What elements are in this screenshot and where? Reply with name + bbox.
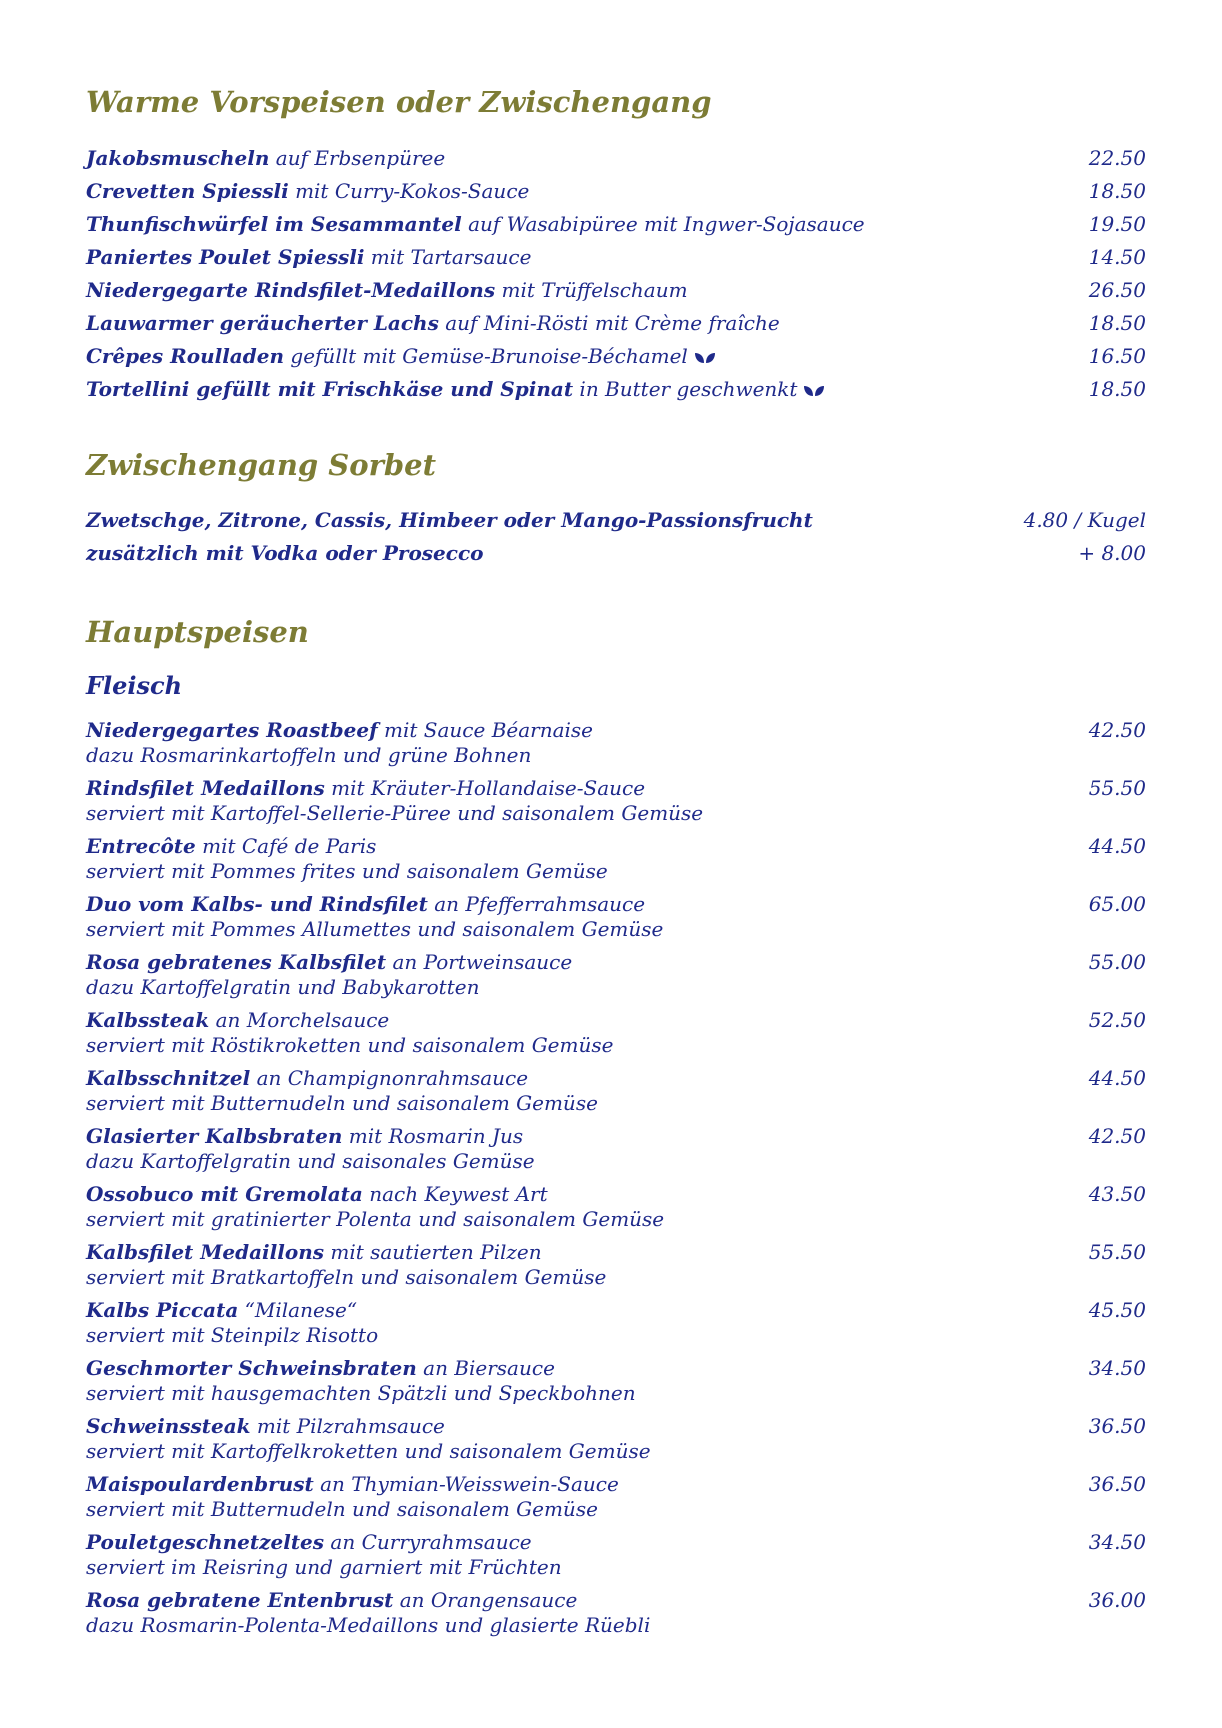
menu-item: Ossobuco mit Gremolata nach Keywest Art serviert mit gratinierter Polenta und saisonalem Gemüse 43.50 bbox=[86, 1182, 1146, 1231]
menu-item: Kalbs Piccata “Milanese“ serviert mit Steinpilz Risotto 45.50 bbox=[86, 1298, 1146, 1347]
menu-item: Duo vom Kalbs- und Rindsfilet an Pfefferrahmsauce serviert mit Pommes Allumettes und saisonalem Gemüse 65.00 bbox=[86, 892, 1146, 941]
price: 22.50 bbox=[1088, 146, 1146, 170]
vegetarian-leaf-icon bbox=[803, 384, 825, 398]
menu-item: Tortellini gefüllt mit Frischkäse und Spinat in Butter geschwenkt 18.50 bbox=[86, 377, 1146, 401]
menu-item: Glasierter Kalbsbraten mit Rosmarin Jus dazu Kartoffelgratin und saisonales Gemüse 42.50 bbox=[86, 1124, 1146, 1173]
menu-item: Pouletgeschnetzeltes an Curryrahmsauce serviert im Reisring und garniert mit Früchten 34.50 bbox=[86, 1530, 1146, 1579]
price: 34.50 bbox=[1088, 1530, 1146, 1554]
section-title-sorbet: Zwischengang Sorbet bbox=[86, 448, 436, 482]
price: 42.50 bbox=[1088, 1124, 1146, 1148]
menu-item: Kalbssteak an Morchelsauce serviert mit Röstikroketten und saisonalem Gemüse 52.50 bbox=[86, 1008, 1146, 1057]
menu-item: Schweinssteak mit Pilzrahmsauce serviert mit Kartoffelkroketten und saisonalem Gemüse 36.50 bbox=[86, 1414, 1146, 1463]
menu-item: Zwetschge, Zitrone, Cassis, Himbeer oder Mango-Passionsfrucht 4.80 / Kugel bbox=[86, 508, 1146, 532]
price: 44.50 bbox=[1088, 834, 1146, 858]
menu-item: Thunfischwürfel im Sesammantel auf Wasabipüree mit Ingwer-Sojasauce 19.50 bbox=[86, 212, 1146, 236]
menu-item: Paniertes Poulet Spiessli mit Tartarsauce 14.50 bbox=[86, 245, 1146, 269]
price: 34.50 bbox=[1088, 1356, 1146, 1380]
price: 19.50 bbox=[1088, 212, 1146, 236]
price: 43.50 bbox=[1088, 1182, 1146, 1206]
price: 44.50 bbox=[1088, 1066, 1146, 1090]
subsection-title-fleisch: Fleisch bbox=[86, 671, 183, 700]
menu-item: zusätzlich mit Vodka oder Prosecco + 8.00 bbox=[86, 541, 1146, 565]
menu-item: Geschmorter Schweinsbraten an Biersauce serviert mit hausgemachten Spätzli und Speckbohnen 34.50 bbox=[86, 1356, 1146, 1405]
price: 36.00 bbox=[1088, 1588, 1146, 1612]
vegetarian-leaf-icon bbox=[694, 351, 716, 365]
price: 18.50 bbox=[1088, 179, 1146, 203]
menu-item: Niedergegarte Rindsfilet-Medaillons mit Trüffelschaum 26.50 bbox=[86, 278, 1146, 302]
price: 16.50 bbox=[1088, 344, 1146, 368]
price: 42.50 bbox=[1088, 718, 1146, 742]
price: 18.50 bbox=[1088, 311, 1146, 335]
menu-item: Kalbsfilet Medaillons mit sautierten Pilzen serviert mit Bratkartoffeln und saisonalem Gemüse 55.50 bbox=[86, 1240, 1146, 1289]
price: 18.50 bbox=[1088, 377, 1146, 401]
menu-item: Kalbsschnitzel an Champignonrahmsauce serviert mit Butternudeln und saisonalem Gemüse 44.50 bbox=[86, 1066, 1146, 1115]
menu-item: Crevetten Spiessli mit Curry-Kokos-Sauce 18.50 bbox=[86, 179, 1146, 203]
price: 36.50 bbox=[1088, 1414, 1146, 1438]
price: 55.50 bbox=[1088, 1240, 1146, 1264]
menu-item: Rosa gebratene Entenbrust an Orangensauce dazu Rosmarin-Polenta-Medaillons und glasierte Rüebli 36.00 bbox=[86, 1588, 1146, 1637]
menu-item: Crêpes Roulladen gefüllt mit Gemüse-Brunoise-Béchamel 16.50 bbox=[86, 344, 1146, 368]
price: + 8.00 bbox=[1078, 541, 1146, 565]
menu-item: Entrecôte mit Café de Paris serviert mit Pommes frites und saisonalem Gemüse 44.50 bbox=[86, 834, 1146, 883]
menu-item: Rindsfilet Medaillons mit Kräuter-Hollandaise-Sauce serviert mit Kartoffel-Sellerie-Püree und saisonalem Gemüse 55.50 bbox=[86, 776, 1146, 825]
price: 36.50 bbox=[1088, 1472, 1146, 1496]
price: 52.50 bbox=[1088, 1008, 1146, 1032]
price: 26.50 bbox=[1088, 278, 1146, 302]
price: 4.80 / Kugel bbox=[1023, 508, 1146, 532]
section-title-main: Hauptspeisen bbox=[86, 615, 309, 649]
menu-item: Jakobsmuscheln auf Erbsenpüree 22.50 bbox=[86, 146, 1146, 170]
price: 14.50 bbox=[1088, 245, 1146, 269]
price: 55.50 bbox=[1088, 776, 1146, 800]
menu-item: Lauwarmer geräucherter Lachs auf Mini-Rösti mit Crème fraîche 18.50 bbox=[86, 311, 1146, 335]
menu-item: Rosa gebratenes Kalbsfilet an Portweinsauce dazu Kartoffelgratin und Babykarotten 55.00 bbox=[86, 950, 1146, 999]
price: 65.00 bbox=[1088, 892, 1146, 916]
price: 45.50 bbox=[1088, 1298, 1146, 1322]
menu-item: Maispoulardenbrust an Thymian-Weisswein-Sauce serviert mit Butternudeln und saisonalem Gemüse 36.50 bbox=[86, 1472, 1146, 1521]
menu-item: Niedergegartes Roastbeef mit Sauce Béarnaise dazu Rosmarinkartoffeln und grüne Bohnen 42.50 bbox=[86, 718, 1146, 767]
section-title-warm: Warme Vorspeisen oder Zwischengang bbox=[86, 85, 712, 119]
price: 55.00 bbox=[1088, 950, 1146, 974]
